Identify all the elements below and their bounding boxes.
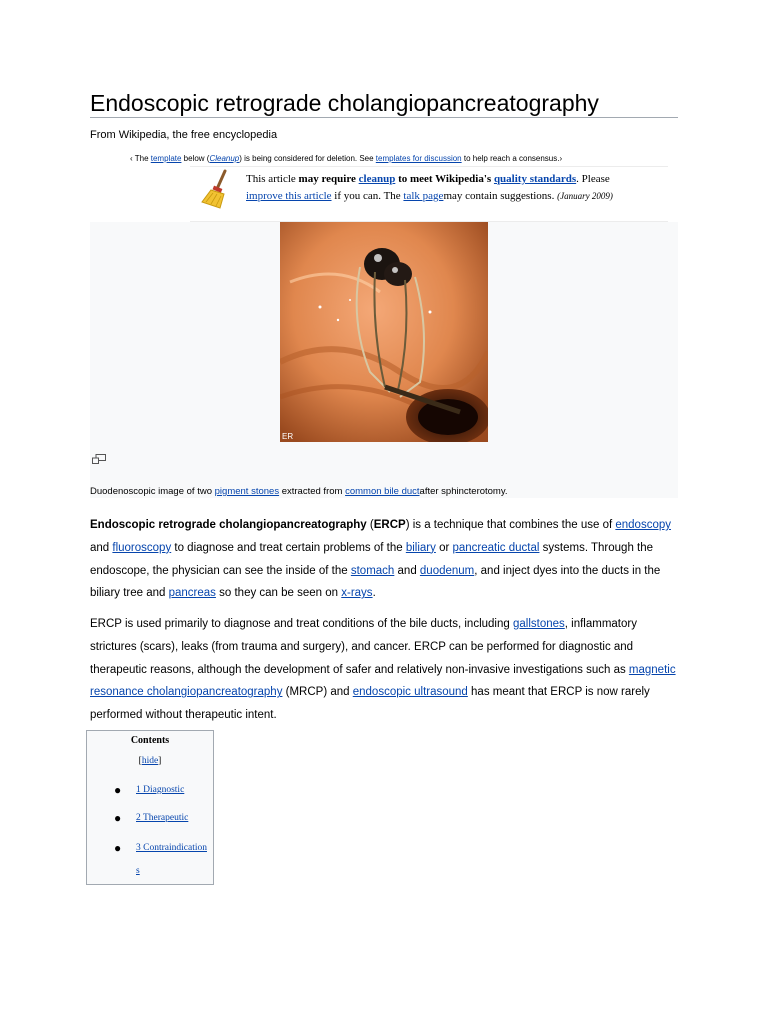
toc-link-therapeutic[interactable]: 2 Therapeutic xyxy=(136,813,189,823)
usage-paragraph xyxy=(90,613,680,727)
toc-bracket: ] xyxy=(158,756,162,766)
common-bile-duct-link[interactable]: common bile duct xyxy=(345,486,420,497)
mrcp-link[interactable]: magnetic resonance cholangiopancreatography xyxy=(90,663,676,699)
deletion-notice xyxy=(130,153,562,164)
para-text: has meant that ERCP is now rarely performed without therapeutic intent. xyxy=(90,686,650,722)
cleanup-text: if you can. The xyxy=(331,190,404,202)
para-text: and xyxy=(394,564,420,577)
cleanup-text: This article xyxy=(246,173,299,185)
toc-link-contraindications[interactable]: 3 Contraindications xyxy=(136,843,207,876)
talk-page-link[interactable]: talk page xyxy=(403,190,444,202)
cleanup-text: . Please xyxy=(576,173,610,185)
cleanup-date: (January 2009) xyxy=(557,191,613,201)
para-text: , and inject dyes into the ducts in the biliary tree and xyxy=(90,564,661,600)
cleanup-text-bold: may require xyxy=(298,173,359,185)
para-text: to diagnose and treat certain problems of the xyxy=(171,541,406,554)
para-text: (MRCP) and xyxy=(282,686,353,699)
stomach-link[interactable]: stomach xyxy=(350,564,395,577)
intro-paragraph xyxy=(90,514,680,605)
fluoroscopy-link[interactable]: fluoroscopy xyxy=(112,541,172,554)
cleanup-text: may contain suggestions. xyxy=(443,190,558,202)
figure-caption xyxy=(90,486,508,498)
para-text: so they can be seen on xyxy=(215,587,342,600)
duodenum-link[interactable]: duodenum xyxy=(419,564,475,577)
toc-title: Contents xyxy=(130,735,170,746)
improve-article-link[interactable]: improve this article xyxy=(246,190,332,202)
caption-text: after sphincterotomy. xyxy=(419,486,508,497)
caption-text: extracted from xyxy=(279,486,346,497)
bullet-icon: ● xyxy=(114,811,122,825)
cleanup-text-bold: to meet Wikipedia's xyxy=(395,173,494,185)
site-tagline: From Wikipedia, the free encyclopedia xyxy=(90,129,278,141)
title-divider xyxy=(90,117,678,118)
cleanup-link[interactable]: cleanup xyxy=(358,173,396,185)
enlarge-icon[interactable] xyxy=(92,454,106,464)
toc-bracket: [ xyxy=(138,756,142,766)
endoscopic-ultrasound-link[interactable]: endoscopic ultrasound xyxy=(352,686,468,699)
toc-toggle xyxy=(87,756,213,766)
biliary-link[interactable]: biliary xyxy=(405,541,436,554)
cleanup-message xyxy=(246,171,646,205)
cleanup-template-link[interactable]: Cleanup xyxy=(209,154,240,163)
table-of-contents xyxy=(86,730,214,885)
toc-link-diagnostic[interactable]: 1 Diagnostic xyxy=(136,785,185,795)
bullet-icon: ● xyxy=(114,783,122,797)
deletion-text: ‹ The xyxy=(130,154,151,163)
pigment-stones-link[interactable]: pigment stones xyxy=(214,486,280,497)
para-text: . xyxy=(372,587,376,600)
bullet-icon: ● xyxy=(114,841,122,855)
deletion-text: to help reach a consensus.› xyxy=(461,154,563,163)
page-title: Endoscopic retrograde cholangiopancreatography xyxy=(90,90,599,116)
para-text: and xyxy=(90,541,113,554)
deletion-text: below ( xyxy=(181,154,210,163)
endoscopic-photo[interactable] xyxy=(280,222,488,442)
templates-for-discussion-link[interactable]: templates for discussion xyxy=(375,154,462,163)
para-text: systems. Through the endoscope, the physician can see the inside of the xyxy=(90,541,654,577)
para-text: or xyxy=(435,541,453,554)
template-link[interactable]: template xyxy=(150,154,182,163)
cleanup-notice-box xyxy=(190,166,668,222)
pancreas-link[interactable]: pancreas xyxy=(168,587,216,600)
quality-standards-link[interactable]: quality standards xyxy=(493,173,577,185)
photo-corner-label: ER xyxy=(282,432,294,441)
broom-icon xyxy=(200,169,236,209)
pancreatic-ductal-link[interactable]: pancreatic ductal xyxy=(452,541,540,554)
endoscopy-link[interactable]: endoscopy xyxy=(615,519,671,531)
para-text: , inflammatory strictures (scars), leaks (from trauma and surgery), and cancer. ERCP can be performed for diagnostic and therapeutic reasons, although the development of safer and relatively non-invasive investigations such as xyxy=(90,618,637,676)
para-text: ( xyxy=(366,519,374,531)
para-text: ERCP is used primarily to diagnose and treat conditions of the bile ducts, including xyxy=(90,618,513,630)
para-text: ) is a technique that combines the use of xyxy=(405,519,616,531)
article-abbreviation: ERCP xyxy=(373,519,406,531)
article-subject: Endoscopic retrograde cholangiopancreatography xyxy=(90,519,367,531)
deletion-text: ) is being considered for deletion. See xyxy=(239,154,376,163)
gallstones-link[interactable]: gallstones xyxy=(512,618,565,630)
toc-hide-link[interactable]: hide xyxy=(141,756,159,766)
article-figure xyxy=(90,222,678,498)
x-rays-link[interactable]: x-rays xyxy=(341,587,373,600)
caption-text: Duodenoscopic image of two xyxy=(90,486,215,497)
